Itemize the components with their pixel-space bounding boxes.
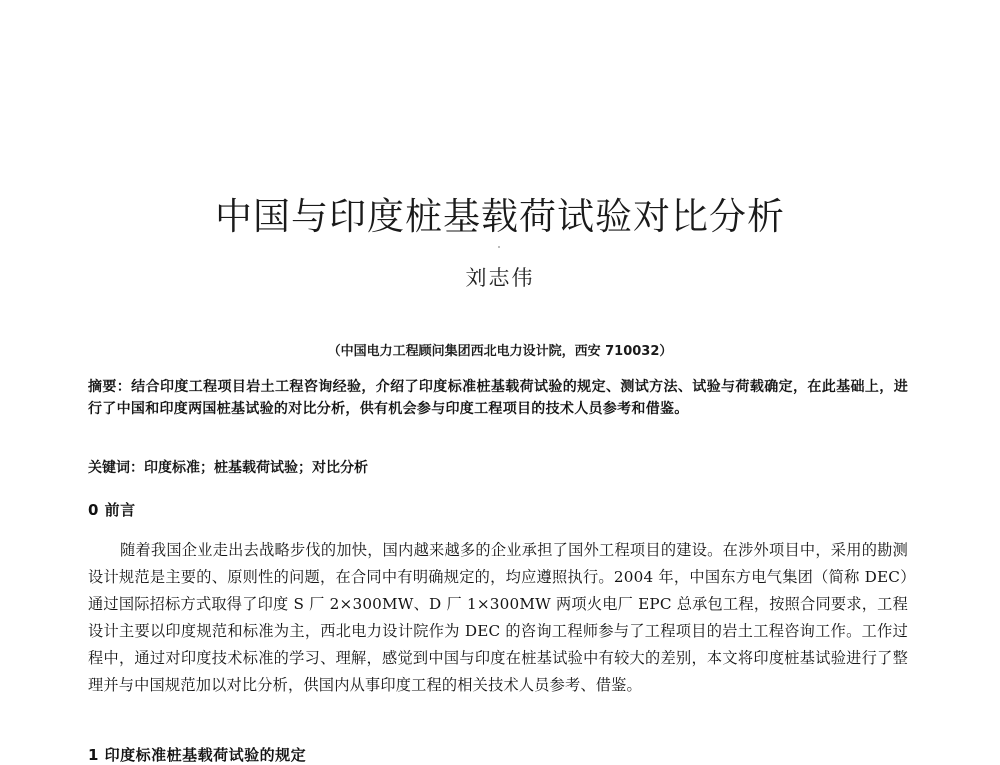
abstract-block xyxy=(88,376,908,420)
keywords-block xyxy=(88,457,908,479)
paper-author: 刘志伟 xyxy=(465,266,535,290)
intro-paragraph: 随着我国企业走出去战略步伐的加快，国内越来越多的企业承担了国外工程项目的建设。在涉外项目中，采用的勘测设计规范是主要的、原则性的问题，在合同中有明确规定的，均应遵照执行。2004 年，中国东方电气集团（简称 DEC）通过国际招标方式取得了印度 S 厂 2×300MW、D 厂 1×300MW 两项火电厂 EPC 总承包工程，按照合同要求，工程设计主要以印度规范和标准为主，西北电力设计院作为 DEC 的咨询工程师参与了工程项目的岩土工程咨询工作。工作过程中，通过对印度技术标准的学习、理解，感觉到中国与印度在桩基试验中有较大的差别，本文将印度桩基试验进行了整理并与中国规范加以对比分析，供国内从事印度工程的相关技术人员参考、借鉴。 xyxy=(88,541,908,694)
section-heading-india-standard: 1 印度标准桩基载荷试验的规定 xyxy=(88,746,307,764)
keywords-label: 关键词： xyxy=(88,460,144,476)
author-affiliation: （中国电力工程顾问集团西北电力设计院，西安 710032） xyxy=(327,344,673,359)
abstract-text: 结合印度工程项目岩土工程咨询经验，介绍了印度标准桩基载荷试验的规定、测试方法、试验与荷载确定，在此基础上，进行了中国和印度两国桩基试验的对比分析，供有机会参与印度工程项目的技术人员参考和借鉴。 xyxy=(88,379,908,417)
paper-title: 中国与印度桩基载荷试验对比分析 xyxy=(215,195,785,238)
keywords-text: 印度标准；桩基载荷试验；对比分析 xyxy=(144,460,368,476)
section-heading-introduction: 0 前言 xyxy=(88,501,136,519)
scan-speck xyxy=(498,246,500,248)
abstract-label: 摘要： xyxy=(88,379,132,395)
